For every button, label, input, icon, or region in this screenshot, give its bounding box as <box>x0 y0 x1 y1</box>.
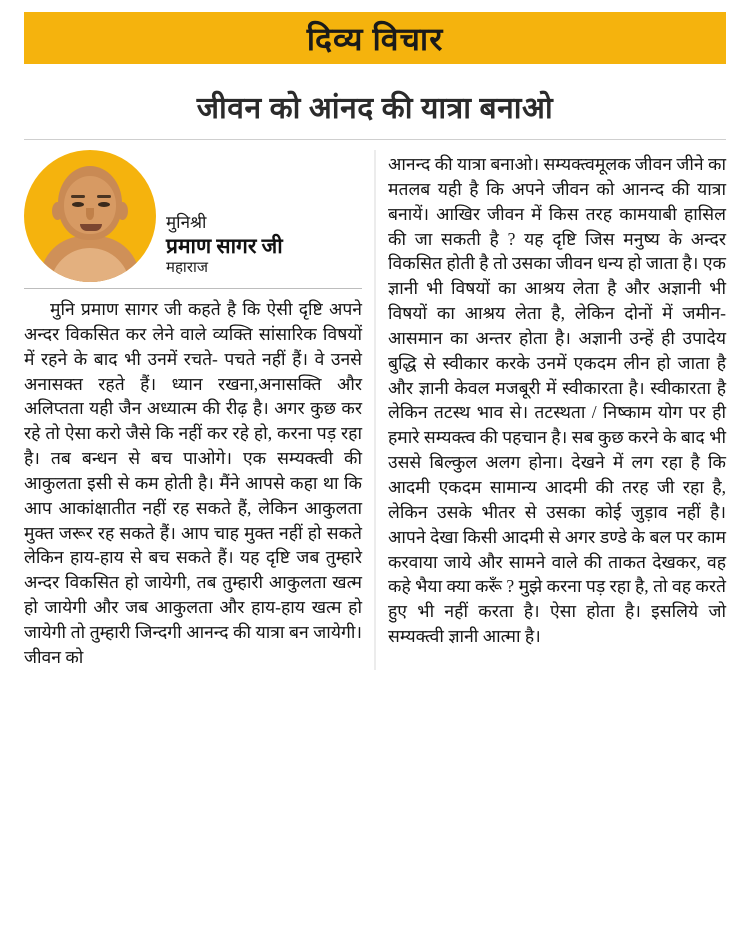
author-suffix: महाराज <box>166 260 208 277</box>
left-column-text: मुनि प्रमाण सागर जी कहते है कि ऐसी दृष्टि अपने अन्दर विकसित कर लेने वाले व्यक्ति सांसारिक विषयों में रहने के बाद भी उनमें रचते- पचते नहीं हैं। वे उनसे अनासक्त रहते हैं। ध्यान रखना,अनासक्ति और अलिप्तता यही जैन अध्यात्म की रीढ़ है। अगर कुछ कर रहे तो ऐसा करो जैसे कि नहीं कर रहे हो, करना पड़ रहा है। तब बन्धन से बच पाओगे। एक सम्यक्त्वी की आकुलता इसी से कम होती है। मैंने आपसे कहा था कि आप आकांक्षातीत नहीं रह सकते हैं, लेकिन आकुलता मुक्त जरूर रह सकते हैं। आप चाह मुक्त नहीं हो सकते लेकिन हाय-हाय से बच सकते हैं। यह दृष्टि जब तुम्हारे अन्दर विकसित हो जायेगी, तब तुम्हारी आकुलता खत्म हो जायेगी और जब आकुलता और हाय-हाय खत्म हो जायेगी तो तुम्हारी जिन्दगी आनन्द की यात्रा बन जायेगी। जीवन को <box>24 299 362 667</box>
monk-nose <box>86 208 94 220</box>
right-column-text: आनन्द की यात्रा बनाओ। सम्यक्त्वमूलक जीवन जीने का मतलब यही है कि अपने जीवन को आनन्द की यात्रा बनायें। आखिर जीवन में किस तरह कामयाबी हासिल की जा सकती है ? यह दृष्टि जिस मनुष्य के अन्दर विकसित होती है तो उसका जीवन धन्य हो जाता है। एक ज्ञानी भी विषयों का आश्रय लेता है और अज्ञानी भी विषयों का आश्रय लेता है, लेकिन दोनों में जमीन-आसमान का अन्तर होता है। अज्ञानी उन्हें ही उपादेय बुद्धि से स्वीकार करके उनमें एकदम लीन हो जाता है और ज्ञानी केवल मजबूरी में स्वीकारता है। स्वीकारता है लेकिन तटस्थ भाव से। तटस्थता / निष्काम योग पर ही हमारे सम्यक्त्व की पहचान है। सब कुछ करने के बाद भी उससे बिल्कुल अलग होना। देखने में लग रहा है कि आदमी एकदम सामान्य आदमी की तरह जी रहा है, लेकिन उसके भीतर से उसका कोई जुड़ाव नहीं है। आपने देखा किसी आदमी से अगर डण्डे के बल पर काम करवाया जाये और सामने वाले की ताकत देखकर, वह कहे भैया क्या करूँ ? मुझे करना पड़ रहा है, तो वह करते हुए भी नहीं करता है। ऐसा होता है। इसलिये जो सम्यक्त्वी ज्ञानी आत्मा है। <box>388 154 726 647</box>
author-portrait <box>24 150 156 282</box>
author-credit <box>166 212 283 282</box>
article-headline: जीवन को आंनद की यात्रा बनाओ <box>196 92 554 125</box>
masthead-banner <box>24 12 726 64</box>
author-name: प्रमाण सागर जी <box>166 234 283 258</box>
monk-brow-right <box>97 195 111 198</box>
author-divider <box>24 288 362 289</box>
monk-brow-left <box>71 195 85 198</box>
author-honorific: मुनिश्री <box>166 212 207 232</box>
left-column <box>24 150 362 670</box>
portrait-circle <box>24 150 156 282</box>
monk-eye-right <box>98 202 110 207</box>
monk-eye-left <box>72 202 84 207</box>
author-block <box>24 150 362 282</box>
masthead-title: दिव्य विचार <box>306 20 444 57</box>
monk-mouth <box>80 224 102 231</box>
right-column <box>388 150 726 670</box>
headline-divider <box>24 139 726 140</box>
article-columns <box>18 150 732 670</box>
